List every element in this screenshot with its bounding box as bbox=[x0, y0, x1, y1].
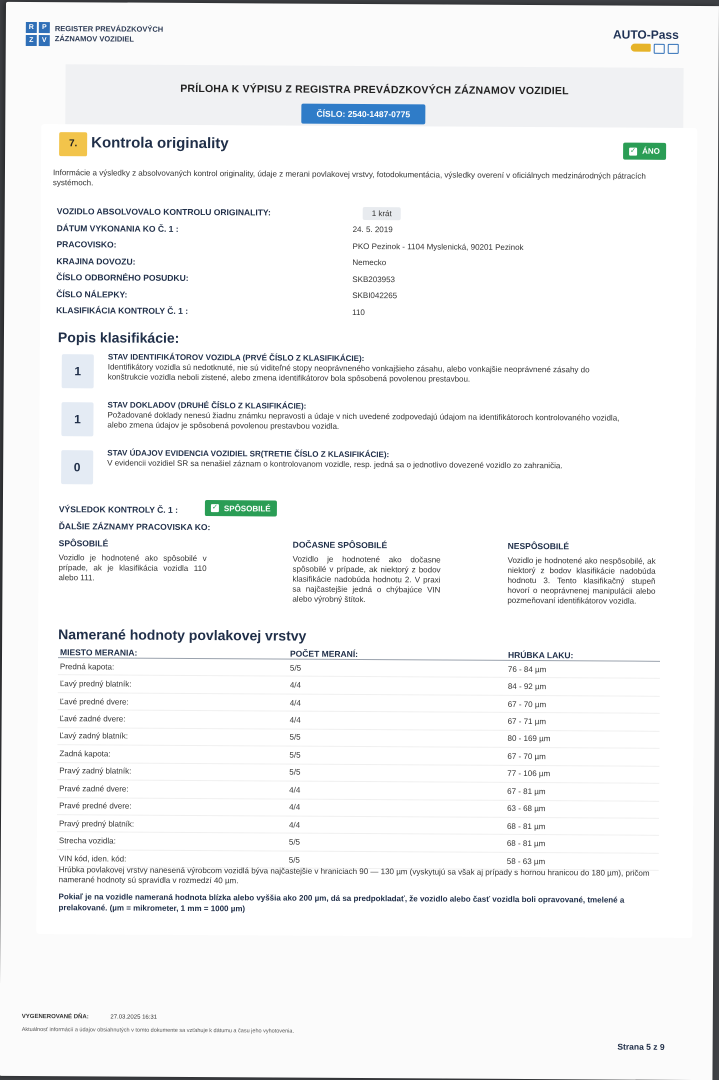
detail-key: DÁTUM VYKONANIA KO Č. 1 : bbox=[56, 222, 179, 234]
table-cell: VIN kód, iden. kód: bbox=[58, 853, 127, 864]
sposobile-badge bbox=[205, 500, 277, 516]
table-cell: Pravé predné dvere: bbox=[59, 801, 132, 811]
table-cell: 4/4 bbox=[289, 715, 301, 725]
table-cell: 4/4 bbox=[289, 785, 301, 795]
table-cell: Ľavý predný blatník: bbox=[59, 679, 132, 689]
table-cell: 5/5 bbox=[288, 855, 300, 865]
result-label: VÝSLEDOK KONTROLY Č. 1 : bbox=[58, 504, 178, 515]
classification-desc: V evidencii vozidiel SR sa nenašiel záznam o kontrolovanom vozidle, resp. jedná sa o jednotlivo dovezené vozidlo zo zahraničia. bbox=[107, 458, 563, 471]
category-column bbox=[507, 541, 655, 607]
table-cell: Pravý predný blatník: bbox=[58, 818, 135, 829]
table-cell: 84 - 92 µm bbox=[507, 682, 547, 692]
table-cell: 5/5 bbox=[289, 733, 301, 743]
details-list bbox=[56, 203, 637, 322]
table-cell: 77 - 106 µm bbox=[507, 769, 551, 779]
classification-item bbox=[61, 448, 681, 494]
classification-title: STAV IDENTIFIKÁTOROV VOZIDLA (PRVÉ ČÍSLO Z KLASIFIKÁCIE): bbox=[107, 352, 365, 364]
report-title: PRÍLOHA K VÝPISU Z REGISTRA PREVÁDZKOVÝCH ZÁZNAMOV VOZIDIEL bbox=[180, 82, 569, 98]
generated-label: VYGENEROVANÉ DŇA: bbox=[21, 1013, 89, 1021]
classification-number: 0 bbox=[61, 450, 93, 484]
category-column bbox=[292, 540, 440, 606]
table-cell: 4/4 bbox=[289, 802, 301, 812]
column-header: POČET MERANÍ: bbox=[290, 648, 359, 659]
table-cell: 5/5 bbox=[288, 837, 301, 847]
check-icon: ✓ bbox=[630, 147, 637, 155]
table-cell: 5/5 bbox=[289, 663, 302, 673]
table-cell: 80 - 169 µm bbox=[507, 734, 551, 744]
table-cell: 67 - 71 µm bbox=[507, 716, 547, 727]
logo-letter: R bbox=[26, 22, 37, 33]
category-title: NESPÔSOBILÉ bbox=[507, 540, 570, 552]
logo-line-1: REGISTER PREVÁDZKOVÝCH bbox=[54, 24, 164, 34]
key-icon bbox=[631, 44, 651, 52]
sposobile-badge-label: SPÔSOBILÉ bbox=[223, 503, 271, 513]
table-cell: 76 - 84 µm bbox=[507, 664, 547, 674]
table-cell: Predná kapota: bbox=[59, 661, 115, 672]
rpzv-logo bbox=[26, 22, 164, 47]
detail-value: SKBI042265 bbox=[352, 291, 398, 301]
logo-letter: P bbox=[39, 22, 50, 33]
table-cell: Zadná kapota: bbox=[59, 749, 111, 759]
table-cell: Ľavý zadný blatník: bbox=[59, 731, 129, 742]
category-text: Vozidlo je hodnotené ako spôsobilé v prípade, ak je klasifikácia vozidla 110 alebo 111. bbox=[58, 553, 207, 583]
table-cell: 4/4 bbox=[289, 698, 301, 708]
checkbox-icon bbox=[654, 44, 665, 54]
logo-text bbox=[55, 24, 163, 45]
detail-key: PRACOVISKO: bbox=[56, 239, 117, 250]
report-number-badge: ČÍSLO: 2540-1487-0775 bbox=[301, 104, 425, 125]
detail-key: ČÍSLO NÁLEPKY: bbox=[56, 288, 128, 300]
auto-pass-icons bbox=[613, 44, 679, 54]
category-title: DOČASNE SPÔSOBILÉ bbox=[292, 539, 388, 551]
section-intro: Informácie a výsledky z absolvovaných kontrol originality, údaje z merani povlakovej vrstvy, fotodokumentácia, výsledky overení v oficiálnych medzinárodných pátracích systémoch. bbox=[52, 168, 646, 188]
section-card bbox=[36, 124, 697, 938]
detail-key: KRAJINA DOVOZU: bbox=[56, 255, 136, 267]
table-cell: 67 - 70 µm bbox=[507, 699, 547, 709]
table-cell: 4/4 bbox=[288, 820, 301, 830]
table-cell: Pravé zadné dvere: bbox=[59, 783, 129, 794]
table-cell: Ľavé predné dvere: bbox=[59, 696, 129, 707]
section-number: 7. bbox=[59, 132, 87, 156]
table-cell: 5/5 bbox=[289, 750, 301, 760]
report-header bbox=[65, 64, 683, 134]
check-icon: ✓ bbox=[211, 504, 218, 512]
classification-desc: Identifikátory vozidla sú nedotknuté, nie sú viditeľné stopy neoprávneného vonkajšieho zásahu, alebo vonkajšie neoprávnené zásahy do konštrukcie vozidla neboli zistené, alebo zmena identifikátorov bola spôsobená povolenou prestavbou. bbox=[107, 362, 590, 384]
classification-number: 1 bbox=[62, 354, 94, 388]
auto-pass-text: AUTO-Pass bbox=[612, 27, 679, 42]
detail-row bbox=[56, 302, 636, 322]
generated-info bbox=[22, 1014, 157, 1021]
measurement-note: Hrúbka povlakovej vrstvy nanesená výrobcom vozidlá býva najčastejšie v hraniciach 90 — 130 µm (vyskytujú sa však aj prípady s hornou hranicou do 180 µm), pričom namerané hodnoty sú spravidla v rozmedzí 40 µm. bbox=[58, 865, 650, 886]
table-cell: 68 - 81 µm bbox=[506, 821, 546, 831]
table-cell: 58 - 63 µm bbox=[506, 856, 546, 866]
auto-pass-logo bbox=[613, 28, 679, 54]
detail-value: PKO Pezinok - 1104 Myslenická, 90201 Pezinok bbox=[352, 241, 524, 252]
table-cell: 4/4 bbox=[289, 680, 301, 690]
category-text: Vozidlo je hodnotené ako nespôsobilé, ak niektorý z bodov klasifikácie nadobúda hodnotu 3. Tento klasifikačný stupeň hovorí o neoprávnenej manipulácii alebo pozmeňovaní identifikátorov vozidla. bbox=[507, 555, 656, 606]
detail-value: 24. 5. 2019 bbox=[352, 225, 393, 235]
table-cell: 68 - 81 µm bbox=[506, 838, 546, 849]
table-cell: 5/5 bbox=[289, 767, 301, 777]
detail-value: SKB203953 bbox=[352, 274, 396, 284]
logo-line-2: ZÁZNAMOV VOZIDIEL bbox=[54, 34, 134, 44]
table-cell: 67 - 81 µm bbox=[507, 786, 546, 796]
detail-value: Nemecko bbox=[352, 258, 387, 268]
popis-title: Popis klasifikácie: bbox=[57, 329, 180, 346]
category-title: SPÔSOBILÉ bbox=[58, 538, 109, 549]
generated-value: 27.03.2025 16:31 bbox=[110, 1014, 158, 1021]
table-cell: 67 - 70 µm bbox=[507, 751, 546, 762]
detail-key: VOZIDLO ABSOLVOVALO KONTROLU ORIGINALITY: bbox=[56, 206, 271, 218]
table-cell: Pravý zadný blatník: bbox=[59, 766, 132, 776]
section-title: Kontrola originality bbox=[91, 134, 229, 153]
category-column bbox=[58, 538, 206, 584]
measurements-title: Namerané hodnoty povlakovej vrstvy bbox=[58, 626, 307, 644]
classification-item bbox=[61, 400, 681, 446]
cross-box-icon bbox=[668, 44, 679, 54]
category-text: Vozidlo je hodnotené ako dočasne spôsobilé v prípade, ak niektorý z bodov klasifikácie nadobúda hodnotu 2. V praxi sa najčastejšie jedná o chýbajúce VIN alebo výrobný štítok. bbox=[292, 554, 441, 605]
column-header: HRÚBKA LAKU: bbox=[507, 649, 574, 661]
page-number: Strana 5 z 9 bbox=[617, 1041, 665, 1052]
detail-value-pill: 1 krát bbox=[363, 207, 401, 220]
table-cell: Strecha vozidla: bbox=[58, 836, 116, 846]
classification-title: STAV ÚDAJOV EVIDENCIA VOZIDIEL SR(TRETIE ČÍSLO Z KLASIFIKÁCIE): bbox=[107, 448, 390, 460]
table-cell: Ľavé zadné dvere: bbox=[59, 714, 126, 724]
table-cell: 63 - 68 µm bbox=[507, 804, 546, 814]
aktualnost-note: Aktuálnosť informácií a údajov obsiahnutých v tomto dokumente sa vzťahuje k dátumu a času jeho vyhotovenia. bbox=[21, 1026, 295, 1035]
detail-key: KLASIFIKÁCIA KONTROLY Č. 1 : bbox=[56, 305, 189, 317]
detail-value: 110 bbox=[352, 307, 365, 317]
ano-badge bbox=[623, 143, 666, 160]
classification-item bbox=[62, 352, 682, 398]
dalsie-zaznamy: ĎALŠIE ZÁZNAMY PRACOVISKA KO: bbox=[58, 521, 211, 533]
column-header: MIESTO MERANIA: bbox=[60, 647, 138, 658]
table-body bbox=[57, 658, 660, 871]
classification-number: 1 bbox=[61, 402, 93, 436]
logo-letter: V bbox=[39, 35, 50, 46]
ano-badge-label: ÁNO bbox=[642, 146, 660, 156]
classification-title: STAV DOKLADOV (DRUHÉ ČÍSLO Z KLASIFIKÁCIE): bbox=[107, 400, 307, 411]
logo-letter: Z bbox=[26, 35, 37, 46]
document-page bbox=[0, 2, 719, 1080]
measurements-table bbox=[57, 645, 660, 871]
logo-mark bbox=[26, 22, 50, 46]
detail-key: ČÍSLO ODBORNÉHO POSUDKU: bbox=[56, 272, 189, 284]
measurement-warning: Pokiaľ je na vozidle nameraná hodnota blízka alebo vyššia ako 200 µm, dá sa predpokladať, že vozidlo alebo časť vozidla boli opravované, tmelené a prelakované. (µm = mikrometer, 1 mm = 1000 µm) bbox=[58, 892, 625, 914]
classification-desc: Požadované doklady nenesú žiadnu známku nepravosti a údaje v nich uvedené zodpovedajú údajom na identifikátoroch kontrolovaného vozidla, alebo zmena údajov je spôsobená povolenou prestavbou vozidla. bbox=[107, 410, 620, 431]
